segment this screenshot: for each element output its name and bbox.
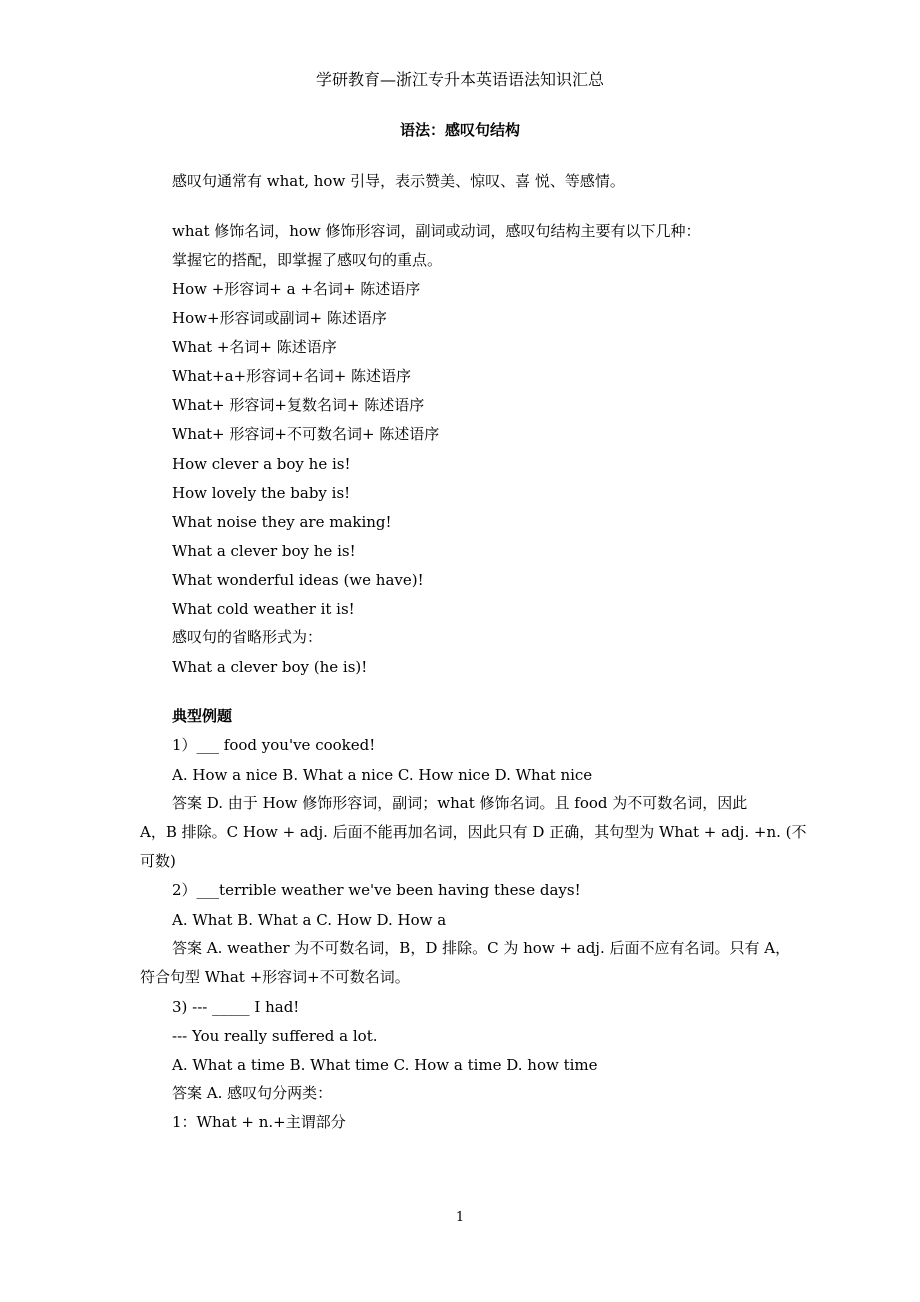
example-sentence: What wonderful ideas (we have)! <box>172 571 424 589</box>
example-sentence: What a clever boy he is! <box>172 542 356 560</box>
pattern-line: What+ 形容词+不可数名词+ 陈述语序 <box>172 425 440 443</box>
question-2-options: A. What B. What a C. How D. How a <box>172 911 447 929</box>
question-2-answer-cont: 符合句型 What +形容词+不可数名词。 <box>140 968 410 986</box>
example-sentence: What cold weather it is! <box>172 600 355 618</box>
structure-intro-line-1: what 修饰名词，how 修饰形容词，副词或动词，感叹句结构主要有以下几种： <box>172 222 701 240</box>
document-title: 学研教育—浙江专升本英语语法知识汇总 <box>315 70 604 89</box>
section-title: 语法：感叹句结构 <box>399 121 520 139</box>
example-sentence: What noise they are making! <box>172 513 392 531</box>
question-1-answer: 答案 D. 由于 How 修饰形容词，副词；what 修饰名词。且 food 为不可数名词，因此 <box>172 794 748 812</box>
ellipsis-example: What a clever boy (he is)! <box>172 658 368 676</box>
page-number: 1 <box>455 1210 465 1225</box>
ellipsis-intro: 感叹句的省略形式为： <box>172 628 323 646</box>
pattern-line: How +形容词+ a +名词+ 陈述语序 <box>172 280 421 298</box>
question-3-reply: --- You really suffered a lot. <box>172 1027 378 1045</box>
structure-intro-line-2: 掌握它的搭配，即掌握了感叹句的重点。 <box>172 251 443 269</box>
question-3: 3) --- _____ I had! <box>172 998 300 1016</box>
question-3-options: A. What a time B. What time C. How a time D. how time <box>172 1056 598 1074</box>
pattern-line: What +名词+ 陈述语序 <box>172 338 337 356</box>
example-sentence: How lovely the baby is! <box>172 484 351 502</box>
question-2-answer: 答案 A. weather 为不可数名词，B，D 排除。C 为 how + adj. 后面不应有名词。只有 A， <box>172 939 791 957</box>
pattern-line: What+ 形容词+复数名词+ 陈述语序 <box>172 396 425 414</box>
question-1-options: A. How a nice B. What a nice C. How nice D. What nice <box>172 766 593 784</box>
pattern-line: How+形容词或副词+ 陈述语序 <box>172 309 387 327</box>
typical-examples-heading: 典型例题 <box>172 707 233 725</box>
example-sentence: How clever a boy he is! <box>172 455 351 473</box>
question-1: 1）___ food you've cooked! <box>172 736 376 754</box>
question-3-answer: 答案 A. 感叹句分两类： <box>172 1084 333 1102</box>
question-1-answer-cont: A，B 排除。C How + adj. 后面不能再加名词，因此只有 D 正确，其句型为 What + adj. +n. (不 <box>140 823 807 841</box>
pattern-line: What+a+形容词+名词+ 陈述语序 <box>172 367 412 385</box>
question-2: 2）___terrible weather we've been having these days! <box>172 881 581 899</box>
question-1-answer-cont: 可数) <box>140 852 176 870</box>
intro-paragraph: 感叹句通常有 what, how 引导，表示赞美、惊叹、喜 悦、等感情。 <box>172 172 625 190</box>
question-3-answer-cont: 1：What + n.+主谓部分 <box>172 1113 346 1131</box>
